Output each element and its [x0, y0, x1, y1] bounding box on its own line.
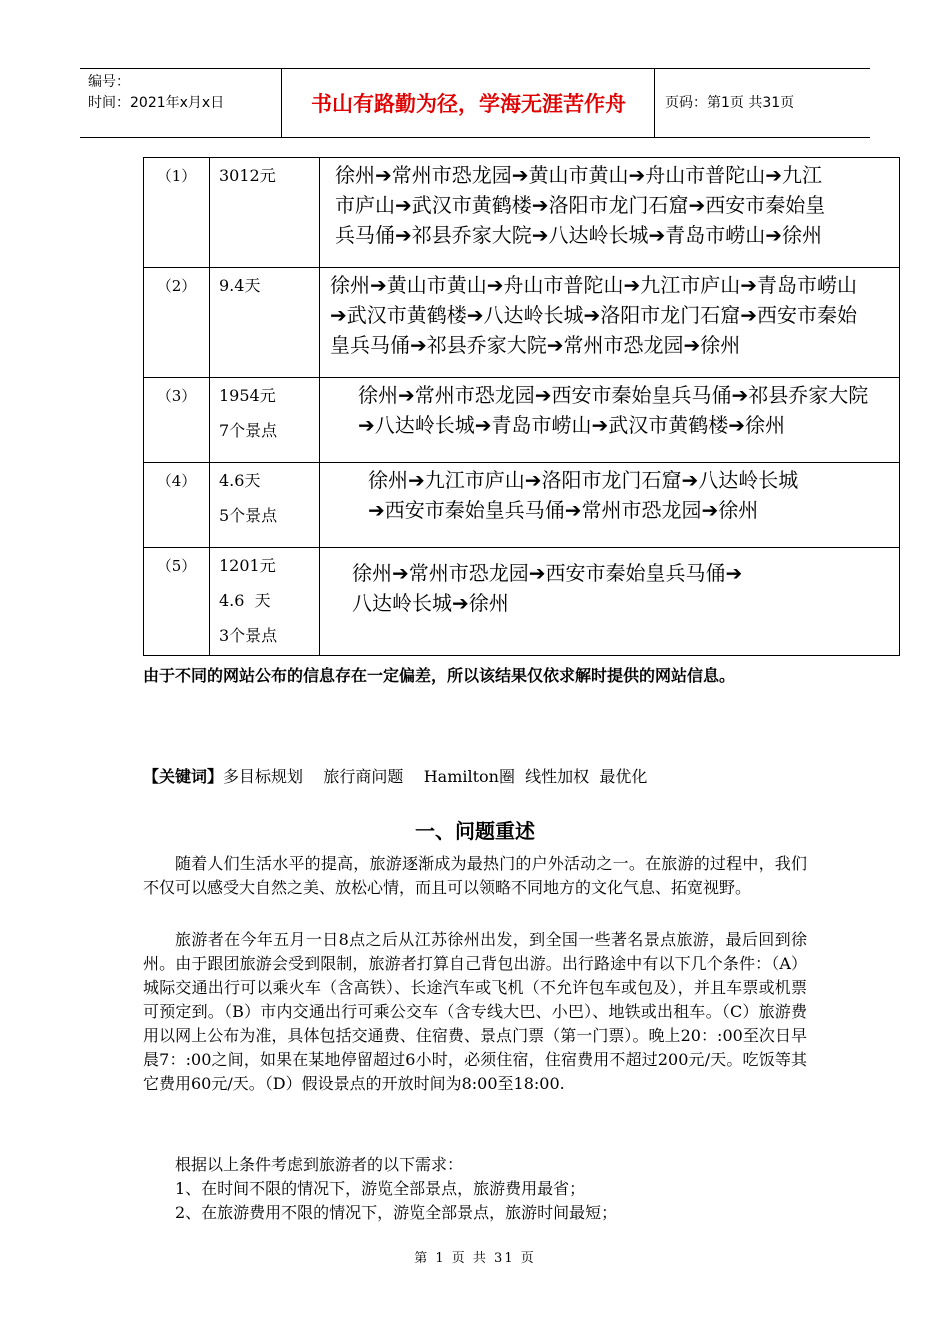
route-row	[144, 268, 900, 378]
route-metric: 5个景点	[219, 506, 278, 525]
need-item-1: 1、在时间不限的情况下，游览全部景点，旅游费用最省；	[175, 1179, 586, 1198]
route-metrics	[210, 268, 320, 378]
time-label: 时间：2021年x月x日	[88, 95, 225, 111]
header-motto: 书山有路勤为径，学海无涯苦作舟	[283, 69, 655, 137]
paragraph-conditions: 旅游者在今年五月一日8点之后从江苏徐州出发，到全国一些著名景点旅游，最后回到徐州。由于跟团旅游会受到限制，旅游者打算自己背包出游。出行路途中有以下几个条件：（A）城际交通出行可以乘火车（含高铁）、长途汽车或飞机（不允许包车或包及），并且车票或机票可预定到。（B）市内交通出行可乘公交车（含专线大巴、小巴）、地铁或出租车。（C）旅游费用以网上公布为准，具体包括交通费、住宿费、景点门票（第一门票）。晚上20：:00至次日早晨7：:00之间，如果在某地停留超过6小时，必须住宿，住宿费用不超过200元/天。吃饭等其它费用60元/天。（D）假设景点的开放时间为8:00至18:00.	[143, 930, 807, 1093]
page-header	[80, 68, 870, 138]
route-path: 徐州➔常州市恐龙园➔西安市秦始皇兵马俑➔ 八达岭长城➔徐州	[352, 561, 743, 615]
route-metrics	[210, 158, 320, 268]
route-row	[144, 548, 900, 656]
page-footer: 第 1 页 共 31 页	[414, 1251, 536, 1266]
route-metric: 1954元	[219, 386, 276, 405]
route-cell	[320, 548, 900, 656]
header-page-number: 页码：第1页 共31页	[665, 95, 795, 111]
number-label: 编号：	[88, 74, 130, 90]
route-row	[144, 158, 900, 268]
route-cell	[320, 268, 900, 378]
route-path: 徐州➔常州市恐龙园➔黄山市黄山➔舟山市普陀山➔九江 市庐山➔武汉市黄鹤楼➔洛阳市龙门石窟➔西安市秦始皇 兵马俑➔祁县乔家大院➔八达岭长城➔青岛市崂山➔徐州	[335, 163, 826, 247]
route-path: 徐州➔常州市恐龙园➔西安市秦始皇兵马俑➔祁县乔家大院 ➔八达岭长城➔青岛市崂山➔武汉市黄鹤楼➔徐州	[358, 383, 869, 437]
route-metric: 7个景点	[219, 421, 278, 440]
need-item-2: 2、在旅游费用不限的情况下，游览全部景点，旅游时间最短；	[175, 1203, 618, 1222]
routes-table	[143, 157, 900, 656]
route-metric: 1201元	[219, 556, 276, 575]
route-path: 徐州➔九江市庐山➔洛阳市龙门石窟➔八达岭长城 ➔西安市秦始皇兵马俑➔常州市恐龙园➔徐州	[368, 468, 799, 522]
route-number: （3）	[144, 378, 210, 463]
route-metrics	[210, 463, 320, 548]
paragraph-needs: 根据以上条件考虑到旅游者的以下需求：	[175, 1155, 464, 1174]
header-meta	[80, 69, 282, 137]
route-row	[144, 378, 900, 463]
route-metric: 4.6天	[219, 471, 261, 490]
keywords-label: 【关键词】	[143, 767, 224, 786]
route-number: （1）	[144, 158, 210, 268]
route-metric: 4.6 天	[219, 591, 271, 610]
note-text: 由于不同的网站公布的信息存在一定偏差，所以该结果仅依求解时提供的网站信息。	[143, 666, 736, 685]
route-number: （4）	[144, 463, 210, 548]
route-metrics	[210, 548, 320, 656]
paragraph-intro: 随着人们生活水平的提高，旅游逐渐成为最热门的户外活动之一。在旅游的过程中，我们不仅可以感受大自然之美、放松心情，而且可以领略不同地方的文化气息、拓宽视野。	[143, 854, 807, 897]
keywords-text: 多目标规划 旅行商问题 Hamilton圈 线性加权 最优化	[223, 767, 648, 786]
route-number: （5）	[144, 548, 210, 656]
route-cell	[320, 378, 900, 463]
route-metrics	[210, 378, 320, 463]
route-path: 徐州➔黄山市黄山➔舟山市普陀山➔九江市庐山➔青岛市崂山 ➔武汉市黄鹤楼➔八达岭长城➔洛阳市龙门石窟➔西安市秦始 皇兵马俑➔祁县乔家大院➔常州市恐龙园➔徐州	[330, 273, 858, 357]
route-row	[144, 463, 900, 548]
route-metric: 9.4天	[219, 276, 261, 295]
route-cell	[320, 463, 900, 548]
route-number: （2）	[144, 268, 210, 378]
route-cell	[320, 158, 900, 268]
keywords-line	[143, 764, 647, 787]
route-metric: 3012元	[219, 166, 276, 185]
section-title: 一、问题重述	[415, 819, 535, 843]
route-metric: 3个景点	[219, 626, 278, 645]
